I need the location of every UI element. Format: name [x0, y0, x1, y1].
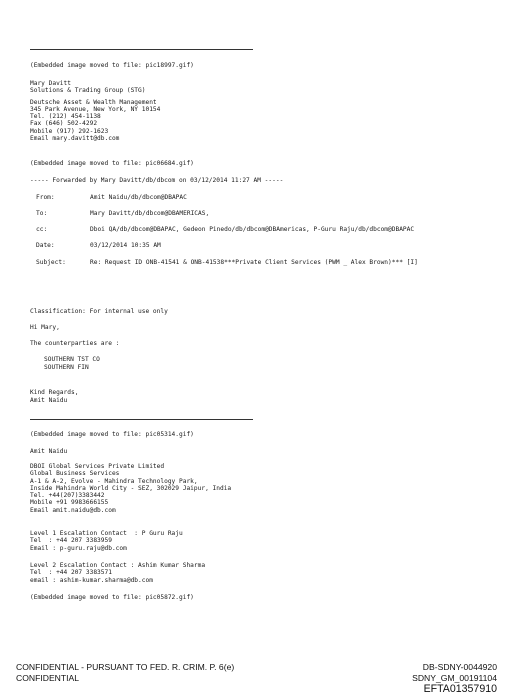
reply-name: Amit Naidu — [30, 448, 68, 455]
embedded-image-note: (Embedded image moved to file: pic05314.gif) — [30, 431, 194, 438]
sig-line: Email mary.davitt@db.com — [30, 135, 120, 143]
counterparty: SOUTHERN TST CO — [44, 356, 100, 363]
sig-line: Tel. (212) 454-1138 — [30, 113, 101, 121]
top-divider — [30, 49, 253, 50]
header-value: Dboi QA/db/dbcom@DBAPAC, Gedeon Pinedo/db/dbcom@DBAmericas, P-Guru Raju/db/dbcom@DBAPAC — [90, 226, 415, 233]
intro-line: The counterparties are : — [30, 340, 120, 347]
greeting: Hi Mary, — [30, 324, 60, 331]
footer-bates-sdny: SDNY_GM_00191104 — [412, 673, 497, 683]
footer-bates-efta: EFTA01357910 — [423, 683, 497, 695]
header-value: Mary Davitt/db/dbcom@DBAMERICAS, — [90, 210, 210, 217]
company-block — [30, 463, 231, 514]
closing-line: Kind Regards, — [30, 389, 79, 396]
sig-line: Solutions & Trading Group (STG) — [30, 87, 146, 95]
escalation-2 — [30, 562, 205, 584]
escalation-line: Tel : +44 207 3383959 — [30, 537, 112, 545]
escalation-line: Level 1 Escalation Contact : P Guru Raju — [30, 530, 183, 537]
header-value: Amit Naidu/db/dbcom@DBAPAC — [90, 194, 187, 201]
company-line: Mobile +91 9983666155 — [30, 499, 109, 507]
header-value: Re: Request ID ONB-41541 & ONB-41538***Private Client Services (PWM _ Alex Brown)*** [I] — [90, 259, 418, 266]
company-line: Global Business Services — [30, 470, 120, 478]
sig-line: Deutsche Asset & Wealth Management — [30, 98, 157, 106]
embedded-image-note: (Embedded image moved to file: pic06684.gif) — [30, 160, 194, 167]
escalation-line: Level 2 Escalation Contact : Ashim Kumar Sharma — [30, 562, 206, 569]
header-key: Subject: — [36, 259, 66, 266]
header-key: Date: — [36, 242, 55, 249]
escalation-line: Tel : +44 207 3383571 — [30, 569, 112, 577]
escalation-line: Email : p-guru.raju@db.com — [30, 544, 127, 552]
sig-line: Fax (646) 502-4292 — [30, 120, 98, 128]
footer-confidential-notice: CONFIDENTIAL - PURSUANT TO FED. R. CRIM. P. 6(e) — [16, 662, 235, 672]
embedded-image-note: (Embedded image moved to file: pic05872.gif) — [30, 594, 194, 601]
escalation-line: email : ashim-kumar.sharma@db.com — [30, 576, 153, 584]
classification-line: Classification: For internal use only — [30, 308, 168, 315]
sig-line: Mobile (917) 292-1623 — [30, 127, 109, 135]
sig-line: 345 Park Avenue, New York, NY 10154 — [30, 105, 161, 113]
company-line: DBOI Global Services Private Limited — [30, 463, 165, 470]
signature-divider — [30, 419, 253, 420]
counterparty: SOUTHERN FIN — [44, 364, 89, 371]
header-value: 03/12/2014 10:35 AM — [90, 242, 161, 249]
footer-bates-db: DB-SDNY-0044920 — [422, 662, 497, 672]
sender-signature — [30, 80, 160, 142]
embedded-image-note: (Embedded image moved to file: pic18997.gif) — [30, 62, 194, 69]
escalation-1 — [30, 530, 183, 552]
footer-confidential: CONFIDENTIAL — [16, 673, 80, 683]
company-line: Tel. +44(207)3383442 — [30, 492, 105, 500]
closing-line: Amit Naidu — [30, 397, 68, 404]
header-key: From: — [36, 194, 55, 201]
forwarded-line: ----- Forwarded by Mary Davitt/db/dbcom on 03/12/2014 11:27 AM ----- — [30, 177, 284, 184]
header-key: To: — [36, 210, 48, 217]
header-key: cc: — [36, 226, 48, 233]
company-line: Inside Mahindra World City - SEZ, 302029 Jaipur, India — [30, 484, 232, 492]
company-line: A-1 & A-2, Evolve - Mahindra Technology Park, — [30, 477, 198, 485]
company-line: Email amit.naidu@db.com — [30, 506, 116, 514]
sig-line: Mary Davitt — [30, 80, 71, 87]
